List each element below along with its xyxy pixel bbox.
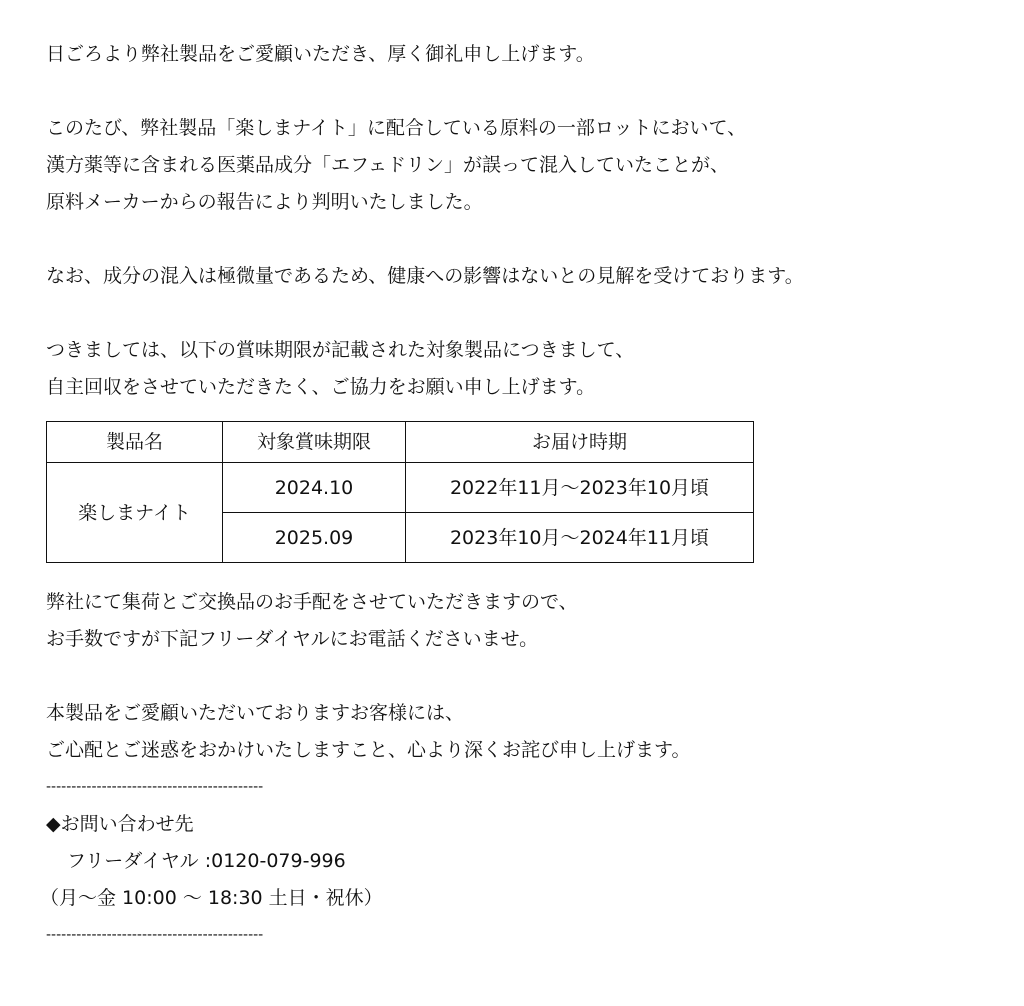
greeting-paragraph — [46, 36, 1006, 73]
contact-heading: ◆お問い合わせ先 — [46, 813, 194, 835]
contact-divider-bottom: ------------------------------------------- — [46, 927, 264, 943]
safety-paragraph — [46, 258, 1006, 295]
contact-section — [40, 769, 1006, 954]
request-line: 自主回収をさせていただきたく、ご協力をお願い申し上げます。 — [46, 376, 596, 398]
request-paragraph — [46, 332, 1006, 406]
exchange-line: お手数ですが下記フリーダイヤルにお電話くださいませ。 — [46, 628, 539, 650]
header-best-before: 対象賞味期限 — [223, 422, 406, 463]
greeting-text: 日ごろより弊社製品をご愛顧いただき、厚く御礼申し上げます。 — [46, 43, 595, 65]
announcement-paragraph — [46, 110, 1006, 221]
apology-paragraph — [46, 695, 1006, 769]
request-line: つきましては、以下の賞味期限が記載された対象製品につきまして、 — [46, 339, 635, 361]
delivery-period-cell: 2022年11月～2023年10月頃 — [406, 463, 754, 513]
table-row — [47, 463, 754, 513]
recall-notice — [40, 0, 1006, 954]
business-hours: （月～金 10:00 ～ 18:30 土日・祝休） — [40, 887, 383, 909]
safety-text: なお、成分の混入は極微量であるため、健康への影響はないとの見解を受けております。 — [46, 265, 804, 287]
delivery-period-cell: 2023年10月～2024年11月頃 — [406, 513, 754, 563]
exchange-paragraph — [46, 584, 1006, 658]
announcement-line: 漢方薬等に含まれる医薬品成分「エフェドリン」が誤って混入していたことが、 — [46, 154, 730, 176]
exchange-line: 弊社にて集荷とご交換品のお手配をさせていただきますので、 — [46, 591, 578, 613]
table-header-row — [47, 422, 754, 463]
contact-divider-top: ------------------------------------------- — [46, 779, 264, 795]
product-name-cell: 楽しまナイト — [47, 463, 223, 563]
header-delivery-period: お届け時期 — [406, 422, 754, 463]
announcement-line: このたび、弊社製品「楽しまナイト」に配合している原料の一部ロットにおいて、 — [46, 117, 747, 139]
apology-line: ご心配とご迷惑をおかけいたしますこと、心より深くお詫び申し上げます。 — [46, 739, 691, 761]
announcement-line: 原料メーカーからの報告により判明いたしました。 — [46, 191, 483, 213]
best-before-cell: 2024.10 — [223, 463, 406, 513]
best-before-cell: 2025.09 — [223, 513, 406, 563]
header-product-name: 製品名 — [47, 422, 223, 463]
apology-line: 本製品をご愛顧いただいておりますお客様には、 — [46, 702, 465, 724]
recall-table — [46, 421, 754, 563]
freedial-number: フリーダイヤル :0120-079-996 — [67, 850, 346, 872]
